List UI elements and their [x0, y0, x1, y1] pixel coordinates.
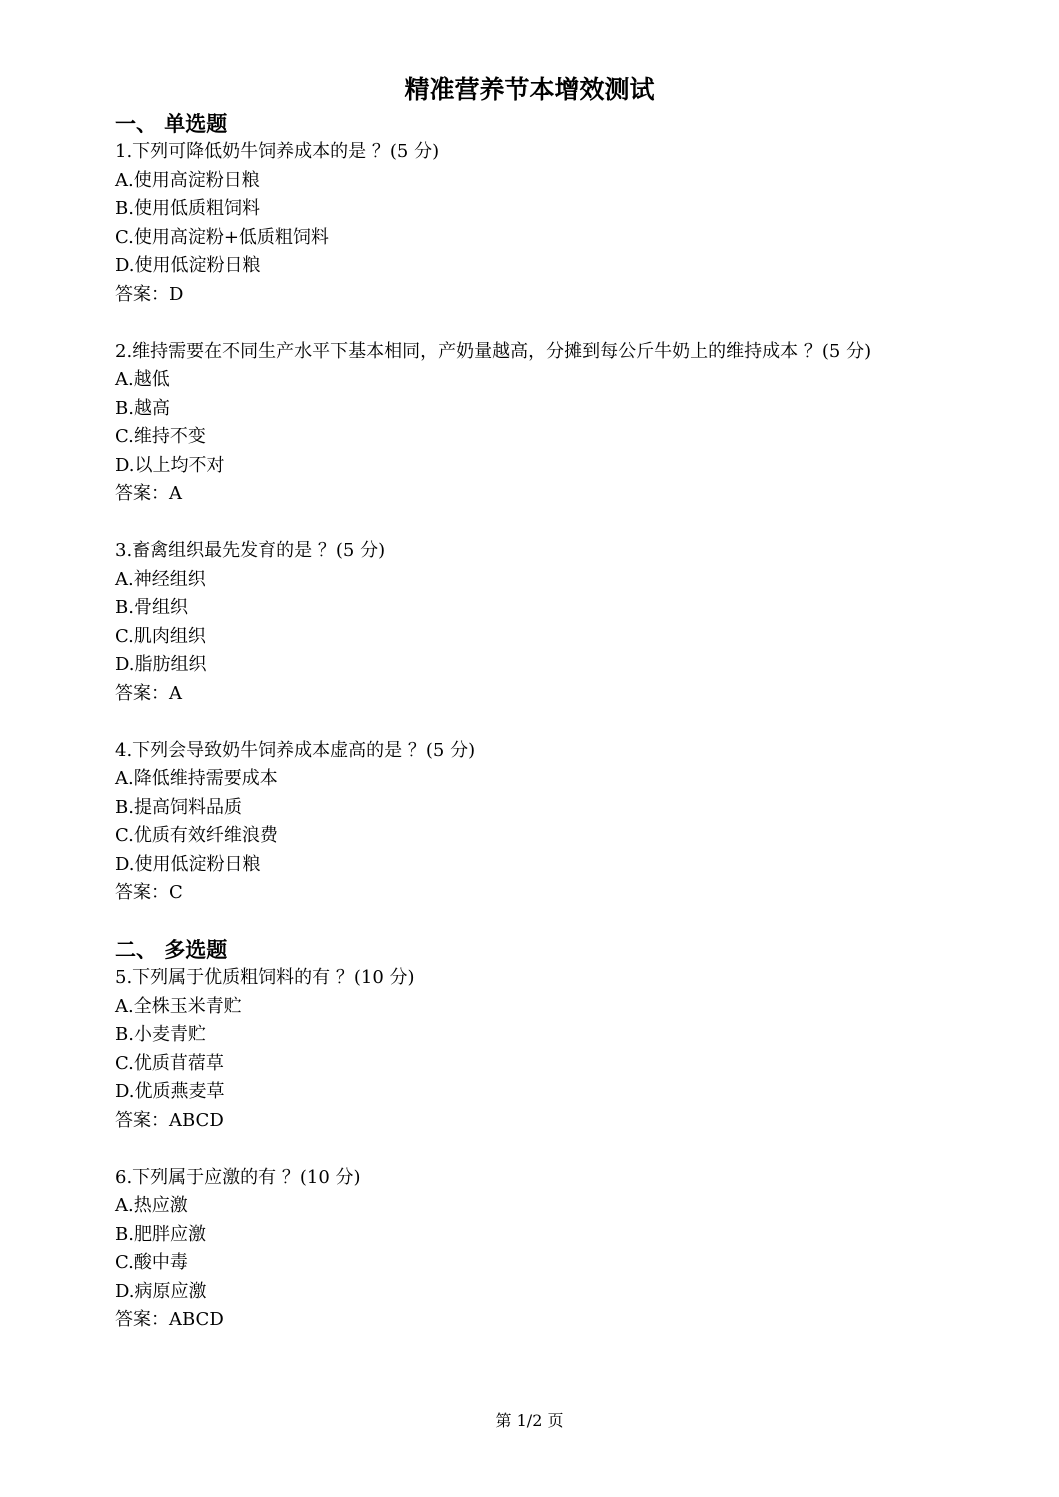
option-d: D.以上均不对: [115, 454, 225, 476]
question-4: [115, 737, 955, 908]
answer: 答案：A: [115, 483, 182, 504]
section-heading-single-choice: 一、 单选题: [115, 111, 228, 136]
answer: 答案：D: [115, 283, 184, 305]
option-c: C.酸中毒: [115, 1252, 188, 1273]
option-a: A.热应激: [115, 1195, 188, 1216]
option-c: C.优质有效纤维浪费: [115, 825, 278, 846]
question-stem: 5.下列属于优质粗饲料的有 ？(10 分): [115, 967, 415, 988]
answer: 答案：A: [115, 682, 182, 704]
option-a: A.神经组织: [115, 568, 206, 590]
question-stem: 4.下列会导致奶牛饲养成本虚高的是 ？(5 分): [115, 739, 476, 761]
question-stem: 1.下列可降低奶牛饲养成本的是 ？(5 分): [115, 141, 440, 162]
question-5: [115, 964, 955, 1135]
question-2: [115, 338, 955, 509]
answer: 答案：ABCD: [115, 1309, 224, 1330]
option-a: A.全株玉米青贮: [115, 995, 242, 1017]
question-stem: 2.维持需要在不同生产水平下基本相同，产奶量越高，分摊到每公斤牛奶上的维持成本 ？(5 分): [115, 340, 872, 362]
section-heading-multiple-choice: 二、 多选题: [115, 937, 228, 962]
option-c: C.肌肉组织: [115, 625, 206, 647]
option-d: D.病原应激: [115, 1280, 207, 1302]
option-c: C.优质苜蓿草: [115, 1052, 224, 1074]
answer: 答案：C: [115, 882, 183, 903]
option-d: D.优质燕麦草: [115, 1081, 225, 1102]
question-1: [115, 138, 955, 309]
answer: 答案：ABCD: [115, 1109, 224, 1131]
question-stem: 3.畜禽组织最先发育的是 ？(5 分): [115, 540, 386, 561]
option-c: C.使用高淀粉+低质粗饲料: [115, 226, 329, 248]
option-d: D.使用低淀粉日粮: [115, 853, 261, 875]
option-a: A.使用高淀粉日粮: [115, 169, 260, 191]
option-d: D.使用低淀粉日粮: [115, 255, 261, 276]
option-b: B.使用低质粗饲料: [115, 198, 260, 219]
question-6: [115, 1164, 955, 1335]
option-c: C.维持不变: [115, 426, 206, 447]
option-b: B.骨组织: [115, 597, 188, 618]
document-title: 精准营养节本增效测试: [404, 75, 655, 104]
document-body: [115, 110, 955, 1335]
option-b: B.越高: [115, 397, 170, 419]
option-a: A.越低: [115, 369, 170, 390]
option-d: D.脂肪组织: [115, 654, 207, 675]
option-b: B.小麦青贮: [115, 1024, 206, 1045]
question-stem: 6.下列属于应激的有 ？(10 分): [115, 1166, 361, 1188]
option-b: B.提高饲料品质: [115, 796, 242, 818]
option-b: B.肥胖应激: [115, 1223, 206, 1245]
option-a: A.降低维持需要成本: [115, 768, 278, 789]
page-number-footer: 第 1/2 页: [495, 1411, 564, 1430]
question-3: [115, 537, 955, 708]
